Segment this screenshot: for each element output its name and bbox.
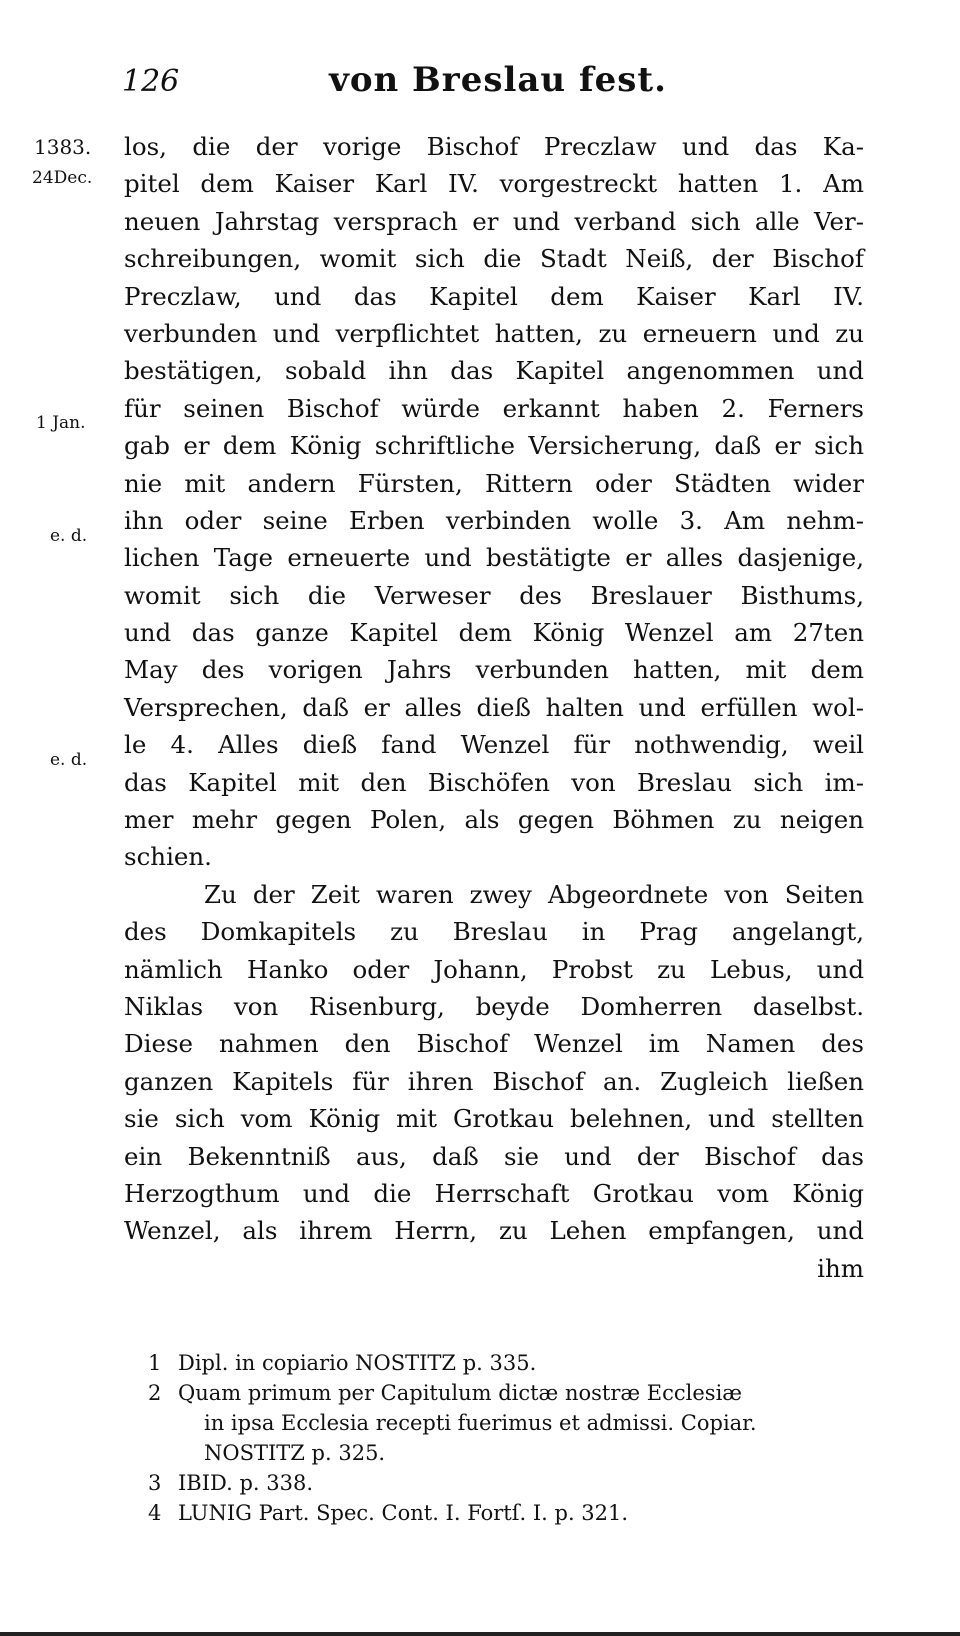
text-line: nie mit andern Fürsten, Rittern oder Städten wider bbox=[124, 468, 864, 498]
footnote-continuation: NOSTITZ p. 325. bbox=[204, 1441, 386, 1465]
text-line: Wenzel, als ihrem Herrn, zu Lehen empfangen, und bbox=[124, 1216, 864, 1246]
text-line: los, die der vorige Bischof Preczlaw und das Ka- bbox=[124, 132, 864, 161]
text-line: Zu der Zeit waren zwey Abgeordnete von Seiten bbox=[204, 879, 864, 909]
text-line: pitel dem Kaiser Karl IV. vorgestreckt hatten 1. Am bbox=[124, 169, 864, 199]
text-line: gab er dem König schriftliche Versicherung, daß er sich bbox=[124, 431, 864, 461]
text-line: lichen Tage erneuerte und bestätigte er alles dasjenige, bbox=[124, 543, 864, 573]
text-line: Niklas von Risenburg, beyde Domherren daselbst. bbox=[124, 991, 864, 1021]
text-line: womit sich die Verweser des Breslauer Bisthums, bbox=[124, 580, 864, 610]
margin-note-year: 1383. bbox=[34, 135, 92, 159]
catchword: ihm bbox=[817, 1253, 864, 1283]
text-line: schreibungen, womit sich die Stadt Neiß, der Bischof bbox=[124, 244, 864, 274]
text-line: des Domkapitels zu Breslau in Prag angelangt, bbox=[124, 917, 864, 947]
text-line: bestätigen, sobald ihn das Kapitel angenommen und bbox=[124, 356, 864, 386]
footnote bbox=[148, 1348, 878, 1378]
text-line: nämlich Hanko oder Johann, Probst zu Lebus, und bbox=[124, 954, 864, 984]
page-number: 126 bbox=[122, 64, 180, 99]
footnote-text: Quam primum per Capitulum dictæ nostræ Ecclesiæ bbox=[178, 1381, 743, 1405]
footnote bbox=[148, 1468, 878, 1498]
text-line: ein Bekenntniß aus, daß sie und der Bischof das bbox=[124, 1141, 864, 1171]
footnote-continuation: in ipsa Ecclesia recepti fuerimus et admissi. Copiar. bbox=[204, 1411, 757, 1435]
text-line: Preczlaw, und das Kapitel dem Kaiser Karl IV. bbox=[124, 281, 864, 311]
text-line: Diese nahmen den Bischof Wenzel im Namen des bbox=[124, 1029, 864, 1059]
text-line: das Kapitel mit den Bischöfen von Breslau sich im- bbox=[124, 767, 864, 797]
text-line: verbunden und verpflichtet hatten, zu erneuern und zu bbox=[124, 318, 864, 348]
page-header bbox=[118, 58, 878, 108]
footnote bbox=[148, 1378, 878, 1408]
text-line: und das ganze Kapitel dem König Wenzel am 27ten bbox=[124, 618, 864, 648]
margin-note-date: e. d. bbox=[50, 526, 88, 546]
footnote-text: Dipl. in copiario NOSTITZ p. 335. bbox=[178, 1351, 537, 1375]
text-line: Versprechen, daß er alles dieß halten und erfüllen wol- bbox=[124, 692, 864, 722]
text-line: für seinen Bischof würde erkannt haben 2. Ferners bbox=[124, 393, 864, 423]
footnote-number: 4 bbox=[148, 1501, 162, 1525]
footnote bbox=[148, 1498, 878, 1528]
footnote-number: 3 bbox=[148, 1471, 162, 1495]
text-line: Herzogthum und die Herrschaft Grotkau vom König bbox=[124, 1178, 864, 1208]
footnote-number: 1 bbox=[148, 1351, 162, 1375]
main-text bbox=[124, 128, 864, 1287]
margin-note-date: 1 Jan. bbox=[36, 413, 86, 433]
text-line: ihn oder seine Erben verbinden wolle 3. Am nehm- bbox=[124, 505, 864, 535]
text-line: neuen Jahrstag versprach er und verband sich alle Ver- bbox=[124, 206, 864, 236]
text-line: sie sich vom König mit Grotkau belehnen, und stellten bbox=[124, 1104, 864, 1134]
footnote-text: IBID. p. 338. bbox=[178, 1471, 314, 1495]
page-edge-rule bbox=[0, 1632, 960, 1636]
text-line: le 4. Alles dieß fand Wenzel für nothwendig, weil bbox=[124, 730, 864, 760]
footnote-number: 2 bbox=[148, 1381, 162, 1405]
text-line: May des vorigen Jahrs verbunden hatten, mit dem bbox=[124, 655, 864, 685]
text-line: ganzen Kapitels für ihren Bischof an. Zugleich ließen bbox=[124, 1066, 864, 1096]
text-line: schien. bbox=[124, 842, 212, 872]
running-title: von Breslau fest. bbox=[329, 60, 667, 100]
footnote-text: LUNIG Part. Spec. Cont. I. Fortſ. I. p. 321. bbox=[178, 1501, 629, 1525]
margin-note-date: 24Dec. bbox=[32, 168, 93, 188]
footnotes bbox=[148, 1348, 878, 1528]
text-line: mer mehr gegen Polen, als gegen Böhmen zu neigen bbox=[124, 805, 864, 835]
margin-note-date: e. d. bbox=[50, 750, 88, 770]
